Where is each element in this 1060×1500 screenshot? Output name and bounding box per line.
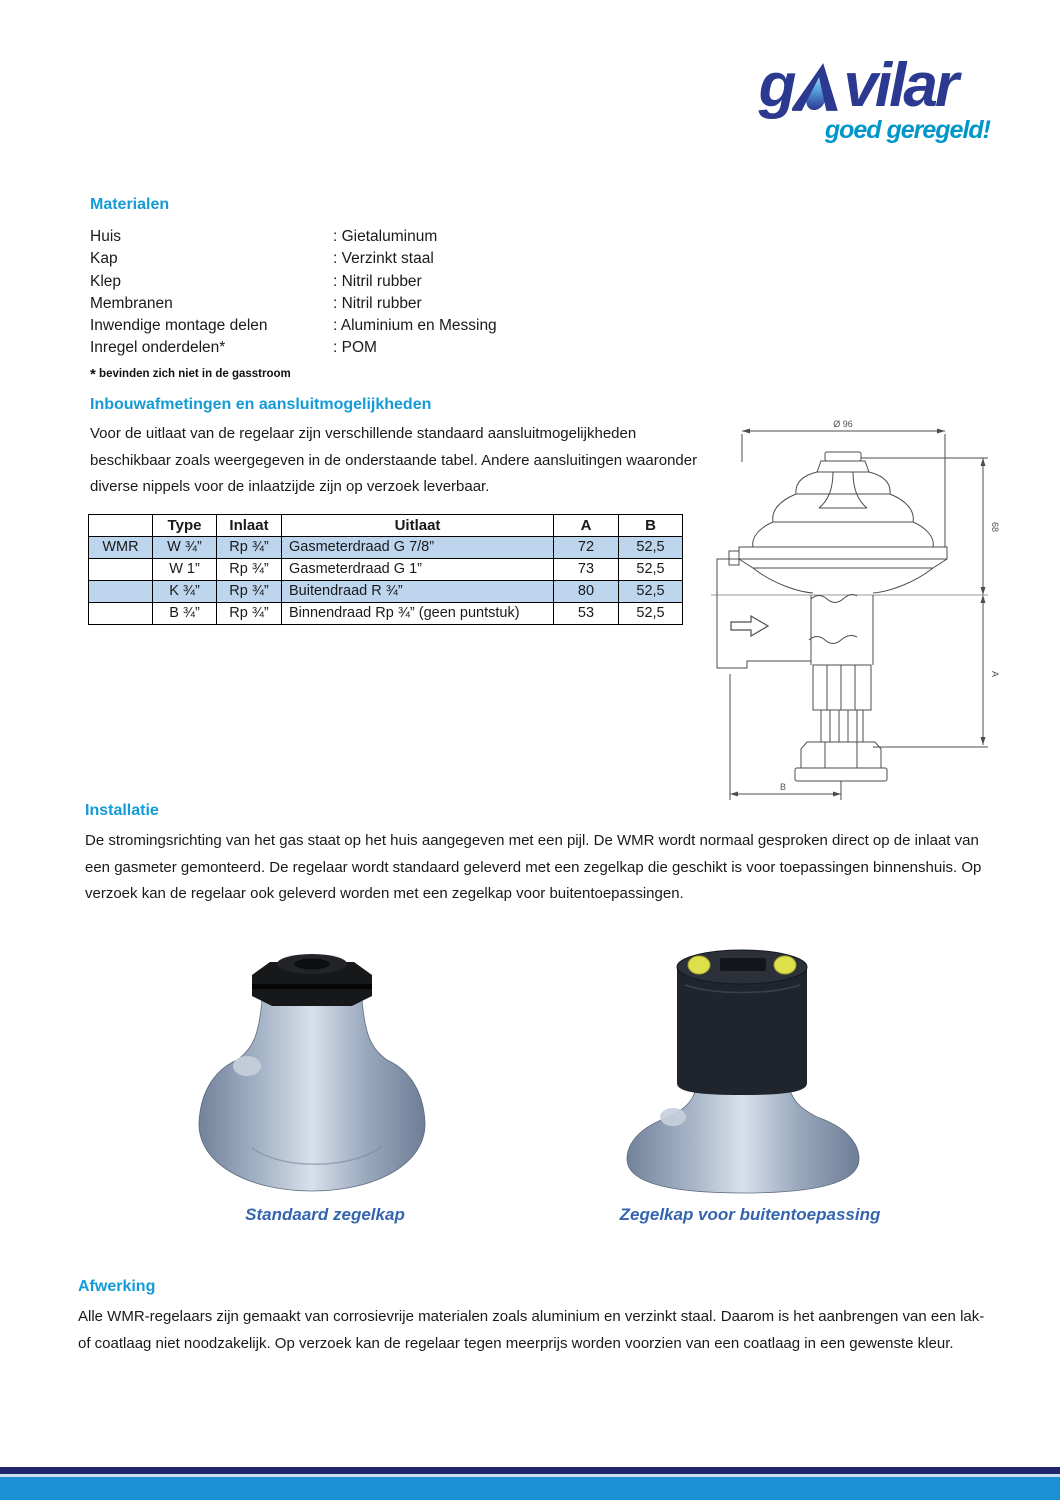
section-inbouwafmetingen xyxy=(90,396,715,625)
dim-68-label: 68 xyxy=(990,521,1000,533)
table-row: W 1” Rp ¾” Gasmeterdraad G 1” 73 52,5 xyxy=(89,558,683,580)
caption-zegelkap-buitentoepassing: Zegelkap voor buitentoepassing xyxy=(619,1205,881,1224)
materials-list xyxy=(90,226,690,360)
table-row: K ¾” Rp ¾” Buitendraad R ¾” 80 52,5 xyxy=(89,580,683,602)
materials-footnote: * bevinden zich niet in de gasstroom xyxy=(90,365,291,383)
table-row: WMR W ¾” Rp ¾” Gasmeterdraad G 7/8” 72 52,5 xyxy=(89,536,683,558)
logo-text-vilar: vilar xyxy=(843,51,956,120)
photo-zegelkap-buitentoepassing xyxy=(625,945,865,1195)
caption-standaard-zegelkap: Standaard zegelkap xyxy=(245,1205,405,1224)
material-row: Inwendige montage delen : Aluminium en Messing xyxy=(90,317,497,335)
afwerking-heading: Afwerking xyxy=(78,1278,156,1295)
inbouw-paragraph: Voor de uitlaat van de regelaar zijn verschillende standaard aansluitmogelijkheden beschikbaar zoals weergegeven in de onderstaande tabel. Andere aansluitingen waaronder diverse nippels voor de inlaatzijde zijn op verzoek leverbaar. xyxy=(90,425,698,495)
technical-drawing xyxy=(703,412,1055,810)
material-row: Klep : Nitril rubber xyxy=(90,272,422,290)
material-row: Inregel onderdelen* : POM xyxy=(90,339,377,357)
section-installatie xyxy=(85,802,985,908)
dim-a-label: A xyxy=(990,670,1000,678)
footer-blue-bar xyxy=(0,1477,1060,1500)
connection-table xyxy=(88,514,683,625)
section-materialen xyxy=(90,196,690,383)
afwerking-paragraph: Alle WMR-regelaars zijn gemaakt van corrosievrije materialen zoals aluminium en verzinkt staal. Daarom is het aanbrengen van een lak- of coatlaag niet noodzakelijk. Op verzoek kan de regelaar tegen meerprijs worden voorzien van een coatlaag in een gewenste kleur. xyxy=(78,1308,985,1352)
section-afwerking xyxy=(78,1278,986,1357)
inbouw-heading: Inbouwafmetingen en aansluitmogelijkheden xyxy=(90,396,432,413)
table-header-row: Type Inlaat Uitlaat A B xyxy=(89,514,683,536)
flame-icon xyxy=(792,59,848,115)
material-row: Huis : Gietaluminum xyxy=(90,228,438,245)
footer-navy-bar xyxy=(0,1467,1060,1474)
dim-b-label: B xyxy=(779,782,787,792)
dim-diameter-label: Ø 96 xyxy=(833,419,853,429)
photo-standaard-zegelkap xyxy=(192,948,432,1198)
installatie-heading: Installatie xyxy=(85,802,159,819)
gavilar-logo xyxy=(710,51,990,145)
logo-tagline: goed geregeld! xyxy=(824,116,990,144)
logo-text-g: g xyxy=(758,51,794,120)
installatie-paragraph: De stromingsrichting van het gas staat op het huis aangegeven met een pijl. De WMR wordt normaal gesproken direct op de inlaat van een gasmeter gemonteerd. De regelaar wordt standaard geleverd met een zegelkap die geschikt is voor toepassingen binnenshuis. Op verzoek kan de regelaar ook geleverd worden met een zegelkap voor buitentoepassingen. xyxy=(85,832,982,902)
materialen-heading: Materialen xyxy=(90,196,170,213)
table-row: B ¾” Rp ¾” Binnendraad Rp ¾” (geen puntstuk) 53 52,5 xyxy=(89,602,683,624)
material-row: Membranen : Nitril rubber xyxy=(90,294,422,312)
material-row: Kap : Verzinkt staal xyxy=(90,250,434,268)
gavilar-wordmark xyxy=(710,51,990,120)
